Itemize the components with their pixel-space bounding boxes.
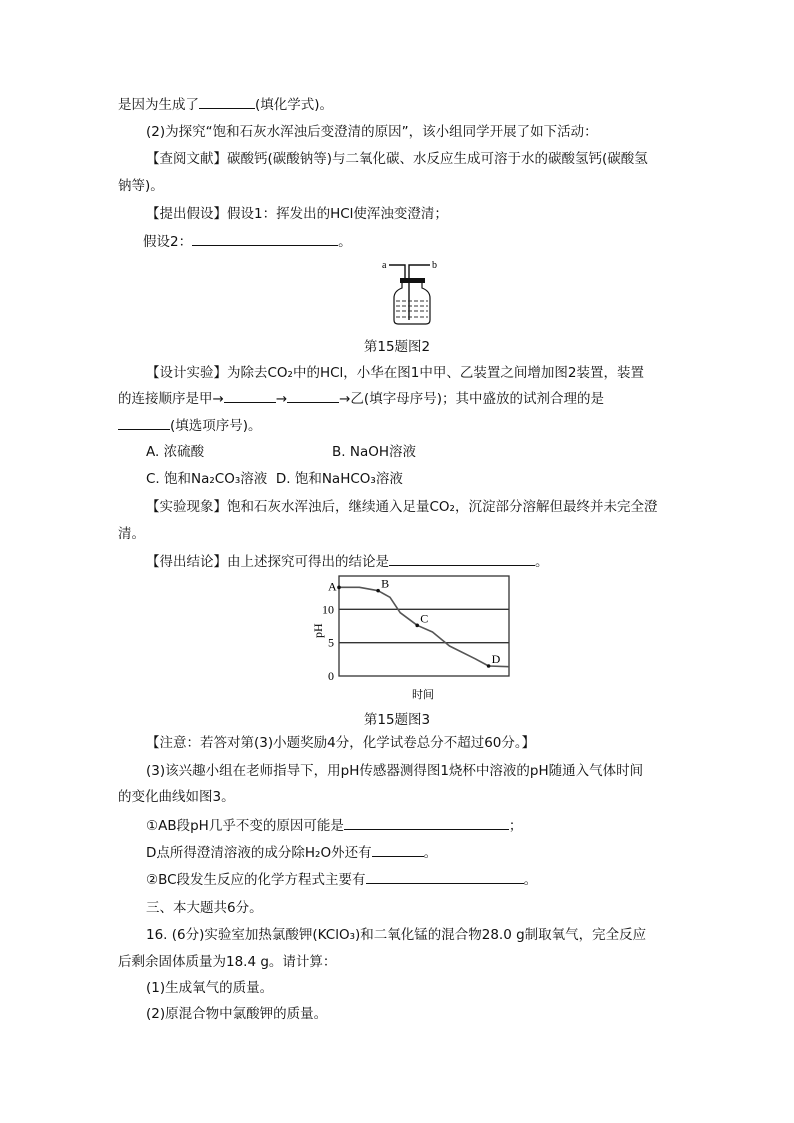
line-19 — [146, 870, 537, 889]
text: ①AB段pH几乎不变的原因可能是 — [146, 818, 344, 834]
answer-blank[interactable] — [118, 416, 170, 430]
text: D点所得澄清溶液的成分除H₂O外还有 — [146, 845, 372, 861]
point-D — [487, 664, 491, 668]
answer-blank[interactable] — [199, 95, 255, 109]
line-8 — [118, 389, 604, 408]
ph-curve — [339, 587, 509, 666]
option-a: A. 浓硫酸 — [146, 444, 205, 460]
line-14: 【注意：若答对第(3)小题奖励4分，化学试卷总分不超过60分。】 — [146, 735, 536, 751]
y-tick-label: 0 — [328, 669, 334, 683]
figure-3-caption: 第15题图3 — [363, 712, 431, 728]
plot-frame — [339, 576, 509, 676]
point-C — [415, 624, 419, 628]
label-b: b — [432, 260, 437, 271]
answer-blank[interactable] — [192, 232, 338, 246]
point-label-B: B — [381, 576, 390, 591]
text: →乙(填字母序号)；其中盛放的试剂合理的是 — [339, 391, 604, 407]
y-tick-label: 5 — [328, 635, 334, 650]
answer-blank[interactable] — [389, 552, 535, 566]
option-d: D. 饱和NaHCO₃溶液 — [275, 471, 403, 487]
text: 。 — [423, 845, 438, 861]
text: 假设2： — [143, 234, 193, 250]
line-12: 清。 — [118, 526, 145, 542]
answer-blank[interactable] — [372, 843, 424, 857]
line-1 — [118, 95, 333, 114]
text: 。 — [338, 234, 352, 250]
section-3-heading: 三、本大题共6分。 — [146, 900, 263, 916]
line-7: 【设计实验】为除去CO₂中的HCl，小华在图1中甲、乙装置之间增加图2装置，装置 — [146, 365, 644, 381]
text: 。 — [523, 872, 538, 888]
line-9 — [118, 416, 262, 435]
answer-blank[interactable] — [344, 816, 509, 830]
answer-blank[interactable] — [366, 870, 524, 884]
text: (填化学式)。 — [255, 97, 334, 113]
text: (填选项序号)。 — [170, 418, 262, 434]
point-B — [376, 589, 380, 593]
line-2: (2)为探究“饱和石灰水浑浊后变澄清的原因”，该小组同学开展了如下活动： — [146, 124, 598, 140]
line-23: (1)生成氧气的质量。 — [146, 980, 274, 996]
y-tick-label: 10 — [322, 602, 334, 617]
line-21: 16. (6分)实验室加热氯酸钾(KClO₃)和二氧化锰的混合物28.0 g制取氧气，完全反应 — [146, 927, 647, 943]
text: 【得出结论】由上述探究可得出的结论是 — [146, 554, 389, 570]
line-13 — [146, 552, 549, 571]
point-label-C: C — [420, 611, 429, 626]
point-label-D: D — [491, 652, 501, 666]
text: ； — [508, 818, 523, 834]
line-11: 【实验现象】饱和石灰水浑浊后，继续通入足量CO₂，沉淀部分溶解但最终并未完全澄 — [146, 499, 658, 515]
line-24: (2)原混合物中氯酸钾的质量。 — [146, 1006, 328, 1022]
text: → — [275, 391, 288, 407]
text: ②BC段发生反应的化学方程式主要有 — [146, 872, 366, 888]
text: 。 — [535, 554, 549, 570]
gas-washing-bottle-figure — [380, 258, 450, 328]
text: 的连接顺序是甲→ — [118, 391, 224, 407]
line-17 — [146, 816, 522, 835]
line-3: 【查阅文献】碳酸钙(碳酸钠等)与二氧化碳、水反应生成可溶于水的碳酸氢钙(碳酸氢 — [146, 151, 648, 167]
y-axis-label: pH — [311, 623, 325, 638]
option-b: B. NaOH溶液 — [332, 444, 416, 460]
line-4: 钠等)。 — [118, 178, 164, 194]
label-a: a — [382, 260, 387, 271]
line-18 — [146, 843, 437, 862]
line-16: 的变化曲线如图3。 — [118, 789, 235, 805]
line-5: 【提出假设】假设1：挥发出的HCl使浑浊变澄清； — [146, 206, 448, 222]
line-15: (3)该兴趣小组在老师指导下，用pH传感器测得图1烧杯中溶液的pH随通入气体时间 — [146, 763, 644, 779]
x-axis-label: 时间 — [412, 689, 434, 701]
option-c: C. 饱和Na₂CO₃溶液 — [146, 471, 268, 487]
line-22: 后剩余固体质量为18.4 g。请计算： — [118, 954, 337, 970]
point-label-A: A — [328, 579, 337, 594]
ph-chart — [300, 570, 520, 705]
figure-2-caption: 第15题图2 — [363, 339, 431, 355]
line-6 — [143, 232, 352, 251]
answer-blank[interactable] — [287, 389, 339, 403]
text: 是因为生成了 — [118, 97, 199, 113]
point-A — [337, 586, 341, 590]
option-c-d — [146, 470, 403, 488]
answer-blank[interactable] — [224, 389, 276, 403]
